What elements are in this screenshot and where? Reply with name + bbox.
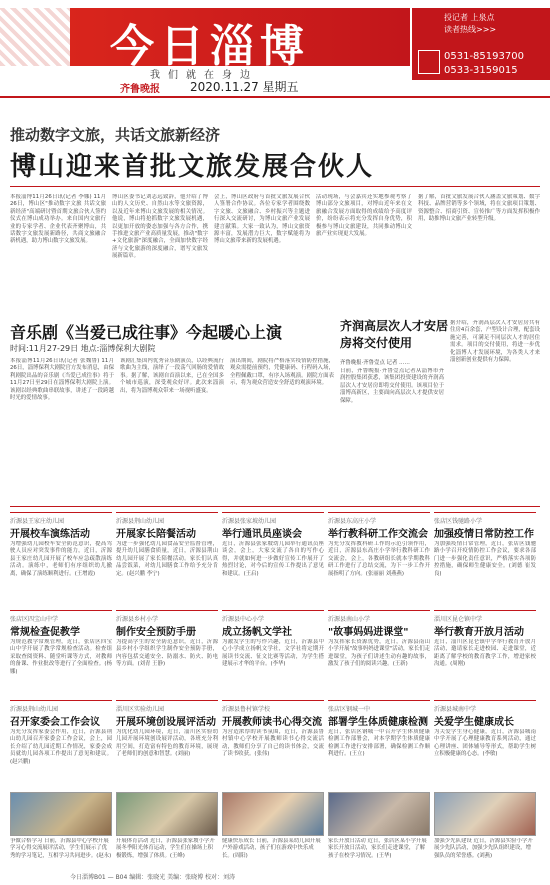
- brief-item: [434, 610, 536, 694]
- brief-title: 举行教科研工作交流会: [328, 529, 428, 540]
- brief-source: 沂源县城南中学: [434, 706, 477, 713]
- brief-item: [434, 512, 536, 604]
- brief-source: 张店区钱驰路小学: [434, 518, 483, 525]
- brief-item: [328, 700, 430, 788]
- photo-caption: 健康快乐成长 日前，沂源县某幼儿园开展户外游戏活动，孩子们在游戏中快乐成长。(周阳): [222, 838, 321, 859]
- brief-title: 开展环境创设展评活动: [116, 717, 216, 728]
- lead-col-4: 活动现场，与会嘉宾还实地参观考察了博山部分文旅项目，对博山近年来在文旅融合发展方面取得的成绩给予高度评价，纷纷表示将充分发挥自身优势，积极参与博山文旅建设，共同推动博山文旅产业实现更大发展。: [316, 194, 412, 238]
- brief-item: [116, 512, 218, 604]
- brief-source: 淄川区实验幼儿园: [116, 706, 165, 713]
- brief-text: 近日，张店区钢城一中召开学生体质健康检测工作部署会，对本学期学生体质健康检测工作进行安排部署，确保检测工作顺利进行。(王立): [328, 729, 430, 758]
- brief-text: 为关爱学生身心健康，近日，沂源县城南中学开展了心理健康教育系列活动，通过心理讲座、团体辅导等形式，帮助学生树立积极健康的心态。(李敏): [434, 729, 536, 758]
- brief-title: 开展教师读书心得交流: [222, 717, 322, 728]
- brief-item: [222, 610, 324, 694]
- housing-headline: 齐润高层次人才安居房将交付使用: [340, 319, 449, 350]
- brief-item: [222, 700, 324, 788]
- brief-text: 近日，沂源县张家坡幼儿园举行通讯员座谈会，会上，大家交流了各自的写作心得，并就如何进一步做好宣传工作展开了热烈讨论，对今后的宣传工作提出了意见和建议。(王启): [222, 541, 324, 577]
- masthead-rule: [0, 96, 550, 98]
- brief-text: 为增强幼儿园校车安全防范意识，提高驾驶人员应对突发事件的能力，近日，沂源县王家庄幼儿园开展了校车应急疏散演练活动。演练中，老师们有序组织幼儿撤离，确保了演练顺利进行。(王增霞): [10, 541, 112, 577]
- brief-title: 制作安全预防手册: [116, 627, 196, 638]
- brief-text: 近日，淄川区昆仑镇中学举行教育开放月活动，邀请家长走进校园、走进课堂，近距离了解学校的教育教学工作，增进家校沟通。(周刚): [434, 639, 536, 668]
- hotline-box: [412, 8, 550, 80]
- brief-text: 为加强疫情日常管理，近日，张店区钱驰路小学召开疫情防控工作会议，要求各部门进一步强化责任意识，严格落实各项防控措施，确保师生健康安全。(刘德 崔发良): [434, 541, 536, 577]
- brief-text: 为营造浓厚的读书氛围，近日，沂源县鲁村镇中心学校开展教师读书心得交流活动，教师们分享了自己的读书体会，交流了读书收获。(张伟): [222, 729, 324, 758]
- brief-title: 开展家长陪餐活动: [116, 529, 196, 540]
- brief-text: 为进一步强化幼儿园食品安全监督管理，提升幼儿园膳食质量，近日，沂源县荆山幼儿园开展了家长陪餐活动。家长们认真品尝饭菜，对幼儿园膳食工作给予充分肯定。(赵兴鹏 李宁): [116, 541, 218, 577]
- brief-source: 张店区钢城一中: [328, 706, 371, 713]
- brief-item: [434, 700, 536, 788]
- news-photo: [434, 792, 536, 836]
- brief-title: "故事妈妈进课堂": [328, 627, 409, 638]
- lead-rule: [10, 186, 540, 187]
- brief-source: 沂源县东高庄小学: [328, 518, 377, 525]
- lead-col-5: 据了解，首批文旅发展合伙人涵盖文旅策划、数字科技、品牌营销等多个领域，将在文旅项目策划、资源整合、招商引资、宣传推广等方面发挥积极作用，助推博山文旅产业转型升级。: [418, 194, 540, 223]
- news-photo: [222, 792, 324, 836]
- lead-headline: 博山迎来首批文旅发展合伙人: [10, 152, 375, 182]
- lead-col-1: 本报淄博11月26日讯(记者 李娜) 11月26日，博山区"推动数字文旅 共话文旅新经济"高端研讨暨首期文旅合伙人签约仪式在博山成功举办。来自国内文旅行业的专家学者、企业代表齐聚博山，共话数字文旅发展新路径，共商文旅融合新机遇，助力博山数字文旅发展。: [10, 194, 106, 245]
- brief-item: [328, 610, 430, 694]
- brief-source: 沂源县王家庄幼儿园: [10, 518, 65, 525]
- brief-source: 沂源县鲁村镇学校: [222, 706, 271, 713]
- masthead-decoration: [0, 8, 70, 66]
- brief-source: 沂源县张家坡幼儿园: [222, 518, 277, 525]
- lead-kicker: 推动数字文旅，共话文旅新经济: [10, 126, 221, 144]
- news-photo: [10, 792, 112, 836]
- brief-item: [222, 512, 324, 604]
- hotline-phone-2: 0533-3159015: [444, 65, 518, 76]
- photo-caption: 家长开放日活动 近日，张店区某小学开展家长开放日活动，家长们走进课堂，了解孩子在校学习情况。(王华): [328, 838, 427, 859]
- qr-code-icon: [418, 50, 440, 74]
- newspaper-title: 今日淄博: [110, 21, 310, 72]
- brief-item: [10, 700, 112, 788]
- brief-title: 举行通讯员座谈会: [222, 529, 302, 540]
- brief-title: 举行教育开放月活动: [434, 627, 524, 638]
- brief-title: 常规检查促教学: [10, 627, 80, 638]
- brief-text: 为充分发挥家委会作用，近日，沂源县荆山幼儿园召开家委会工作会议，会上，园长介绍了幼儿园近期工作情况，家委会成员就幼儿园各项工作提出了意见和建议。(赵兴鹏): [10, 729, 112, 765]
- brief-title: 成立扬帆文学社: [222, 627, 292, 638]
- brief-text: 为优化幼儿园环境，近日，淄川区实验幼儿园开展环境创设展评活动，各班充分利用空间，打造富有特色的教育环境，展现了老师们的创意和智慧。(刘丽): [116, 729, 218, 758]
- photo-caption: 加强少先队建设 近日，沂源县实验小学开展少先队活动，加强少先队组织建设，增强队员的荣誉感。(刘燕): [434, 838, 533, 859]
- news-photo: [328, 792, 430, 836]
- brief-item: [10, 610, 112, 694]
- concert-col-2: 该剧汇集国内优秀音乐剧演员，以经典流行歌曲为主线，演绎了一段荡气回肠的爱情故事。据了解，该剧自首演以来，已在全国多个城市巡演，深受观众好评。此次来淄演出，将为淄博观众带来一场视听盛宴。: [120, 358, 224, 394]
- issue-date: 2020.11.27 星期五: [190, 80, 299, 94]
- hotline-label: 读者热线>>>: [444, 25, 497, 34]
- newspaper-slogan: 我们就在身边: [150, 70, 258, 81]
- brief-title: 开展校车演练活动: [10, 529, 90, 540]
- grid-top-rule: [10, 506, 540, 507]
- brief-source: 淄川区昆仑镇中学: [434, 616, 483, 623]
- brief-item: [116, 700, 218, 788]
- brief-title: 关爱学生健康成长: [434, 717, 514, 728]
- photo-caption: 争做合格学习 日前，沂源县中心学校开展学习心得交流展评活动，学生们展示了优秀的学习笔记，互相学习共同进步。(赵永): [10, 838, 112, 859]
- brief-source: 张店区四宝山中学: [10, 616, 59, 623]
- hotline-phone-1: 0531-85193700: [444, 51, 524, 62]
- concert-col-3: 演出期间，剧院将严格落实疫情防控措施，观众需提前预约，凭健康码、行程码入场，全程佩戴口罩，有序入场观演。剧院方面表示，将为观众营造安全舒适的观演环境。: [230, 358, 334, 387]
- brief-item: [116, 610, 218, 694]
- brief-source: 沂源县荆山幼儿园: [10, 706, 59, 713]
- brief-title: 加强疫情日常防控工作: [434, 529, 534, 540]
- photo-caption: 开展体育活动 近日，沂源县张家坡小学开展冬季阳光体育运动，学生们在操场上积极锻炼，增强了体质。(王峰): [116, 838, 215, 859]
- lead-col-2: 博山区委书记刘志远致辞，他介绍了博山的人文历史、自然山水等文旅资源，以及近年来博山文旅发展的相关情况。他说，博山将抢抓数字文旅发展机遇，以更加开放的姿态加强与各方合作，携手推进文旅产业高质量发展，推动"数字+文化旅游"深度融合，全面加快数字经济与文化旅游的深度融合，谱写文旅发展新篇章。: [112, 194, 208, 260]
- housing-byline: 齐鲁晚报·齐鲁壹点 记者 ……: [340, 360, 410, 366]
- lead-col-3: 会上，博山区政府与首批文旅发展合伙人签署合作协议。各位专家学者围绕数字文旅、文旅融合、乡村振兴等主题进行深入交流研讨，为博山文旅产业发展建言献策。大家一致认为，博山文旅资源丰富，发展潜力巨大，数字赋能将为博山文旅带来新的发展机遇。: [214, 194, 310, 245]
- brief-text: 为提高学生的安全防范意识，近日，沂源县乡村小学组织学生制作安全预防手册，内容包括交通安全、防溺水、防火、防电等方面。(刘青 王静): [116, 639, 218, 668]
- housing-col-1: 日前，齐鲁晚报·齐鲁壹点记者从淄博市齐润控股集团获悉，该集团投资建设的齐润高层次人才安居房即将交付使用。该项目位于淄博高新区，主要面向高层次人才提供安居保障。: [340, 368, 444, 404]
- brief-source: 沂源县南山小学: [328, 616, 371, 623]
- brief-item: [10, 512, 112, 604]
- concert-meta: 时间:11月27-29日 地点:淄博保利大剧院: [10, 344, 156, 353]
- brief-item: [328, 512, 430, 604]
- hotline-editor: 投记者 上泉点: [444, 13, 495, 22]
- masthead: [0, 0, 550, 95]
- housing-col-2: 据介绍，齐润高层次人才安居房共有住房4百余套，户型设计合理，配套设施完善，可满足不同层次人才的居住需求。项目的交付使用，将进一步优化淄博人才发展环境，为各类人才来淄创新创业提供有力保障。: [450, 320, 540, 364]
- news-photo: [116, 792, 218, 836]
- brief-source: 沂源县乡村小学: [116, 616, 159, 623]
- page-footer: 今日淄博B01 — B04 编辑：张晓光 美编：张晓博 校对：刘涛: [70, 874, 236, 881]
- brief-text: 为发挥家长资源优势，近日，沂源县南山小学开展"故事妈妈进课堂"活动，家长们走进课堂，为孩子们讲述生动有趣的故事，激发了孩子们的阅读兴趣。(王新): [328, 639, 430, 668]
- brief-source: 沂源县荆山幼儿园: [116, 518, 165, 525]
- newspaper-logo: 齐鲁晚报: [120, 84, 160, 95]
- brief-text: 为规范教学常规管理，近日，张店区四宝山中学开展了教学常规检查活动。检查组采取查阅资料、随堂听课等方式，对教师的备课、作业批改等进行了全面检查。(杨娜): [10, 639, 112, 675]
- brief-text: 为激发学生的写作兴趣，近日，沂源县中心小学成立扬帆文学社，文学社将定期开展读书交流、征文比赛等活动，为学生搭建展示才华的平台。(李华): [222, 639, 324, 668]
- brief-title: 部署学生体质健康检测: [328, 717, 428, 728]
- concert-col-1: 本报淄博11月26日讯(记者 张魏鲁) 11月26日，淄博保利大剧院官方发布消息，由保利剧院出品的音乐剧《当爱已成往事》将于11月27日至29日在淄博保利大剧院上演。该剧以经典歌曲串联故事，讲述了一段跨越时光的爱情故事。: [10, 358, 114, 402]
- concert-headline: 音乐剧《当爱已成往事》今起暖心上演: [10, 323, 283, 342]
- brief-title: 召开家委会工作会议: [10, 717, 100, 728]
- brief-source: 沂源县中心小学: [222, 616, 265, 623]
- brief-text: 为充分发挥教科研工作的示范引领作用，近日，沂源县东高庄小学举行教科研工作交流会，会上，各教研组长就本学期教科研工作进行了总结交流，为下一步工作开展指明了方向。(张丽丽 刘燕燕): [328, 541, 430, 577]
